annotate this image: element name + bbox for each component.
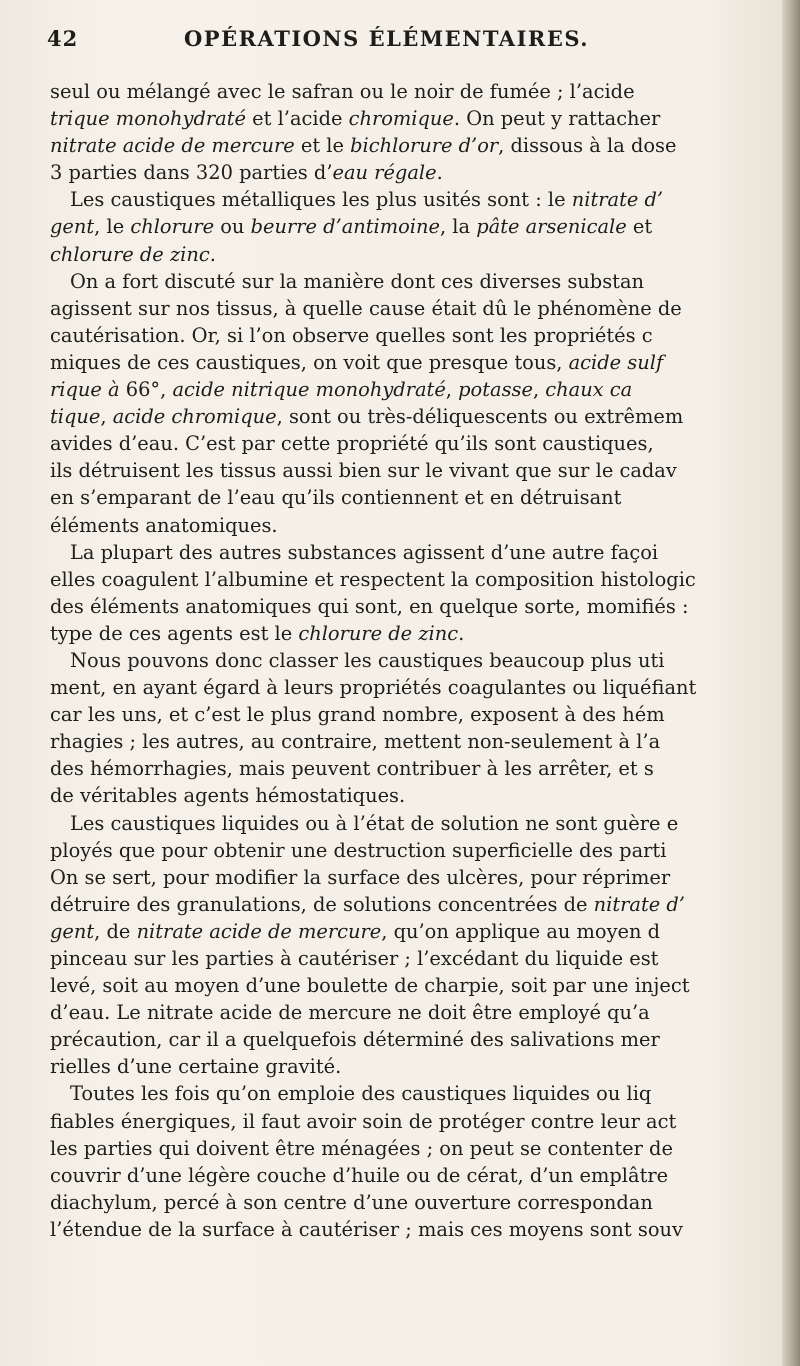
text-span: et (626, 215, 653, 239)
italic-term: gent (50, 215, 95, 239)
text-line (50, 403, 785, 430)
text-line (50, 512, 785, 539)
text-span: , dissous à la dose (498, 134, 677, 158)
text-line (50, 810, 785, 837)
text-line (50, 457, 785, 484)
text-line (50, 295, 785, 322)
text-line (50, 999, 785, 1026)
page-edge-shadow (782, 0, 800, 1366)
text-line (50, 213, 785, 240)
italic-term: rique à (50, 378, 120, 402)
italic-term: gent (50, 919, 95, 943)
text-span: La plupart des autres substances agissent d’une autre façoi (70, 540, 659, 564)
text-span: , sont ou très-déliquescents ou extrêmem (276, 405, 684, 429)
text-span: On a fort discuté sur la manière dont ces diverses substan (70, 269, 644, 293)
text-span: ment, en ayant égard à leurs propriétés coagulantes ou liquéfiant (50, 676, 697, 700)
text-span: Les caustiques liquides ou à l’état de solution ne sont guère e (70, 811, 679, 835)
text-span: de véritables agents hémostatiques. (50, 784, 406, 808)
text-line (50, 566, 785, 593)
text-span: . (436, 161, 443, 185)
italic-term: chlorure de zinc (50, 242, 210, 266)
italic-term: trique monohydraté (50, 107, 246, 131)
text-span: des éléments anatomiques qui sont, en quelque sorte, momifiés : (50, 594, 689, 618)
text-span: 3 parties dans 320 parties d’ (50, 161, 333, 185)
text-span: elles coagulent l’albumine et respectent la composition histologic (50, 567, 696, 591)
text-line (50, 1189, 785, 1216)
text-line (50, 78, 785, 105)
page-header (47, 26, 767, 58)
text-span: , le (94, 215, 131, 239)
text-line (50, 268, 785, 295)
text-span: avides d’eau. C’est par cette propriété qu’ils sont caustiques, (50, 432, 654, 456)
text-line (50, 728, 785, 755)
text-span: ployés que pour obtenir une destruction superficielle des parti (50, 838, 667, 862)
text-span: On se sert, pour modifier la surface des ulcères, pour réprimer (50, 865, 671, 889)
page-number: 42 (47, 26, 79, 51)
text-line (50, 972, 785, 999)
text-span: et l’acide (245, 107, 349, 131)
text-line (50, 701, 785, 728)
text-line (50, 186, 785, 213)
italic-term: chlorure (130, 215, 215, 239)
text-span: les parties qui doivent être ménagées ; on peut se contenter de (50, 1136, 673, 1160)
text-line (50, 484, 785, 511)
text-span: détruire des granulations, de solutions concentrées de (50, 892, 594, 916)
text-span: l’étendue de la surface à cautériser ; mais ces moyens sont souv (50, 1217, 683, 1241)
text-span: couvrir d’une légère couche d’huile ou de cérat, d’un emplâtre (50, 1163, 669, 1187)
text-line (50, 864, 785, 891)
text-line (50, 1080, 785, 1107)
text-line (50, 945, 785, 972)
text-span: , de (94, 919, 137, 943)
text-line (50, 620, 785, 647)
text-line (50, 105, 785, 132)
text-span: fiables énergiques, il faut avoir soin de protéger contre leur act (50, 1109, 677, 1133)
text-line (50, 918, 785, 945)
text-span: , (532, 378, 546, 402)
text-line (50, 782, 785, 809)
text-span: seul ou mélangé avec le safran ou le noir de fumée ; l’acide (50, 80, 635, 103)
text-span: précaution, car il a quelquefois déterminé des salivations mer (50, 1028, 660, 1052)
text-line (50, 674, 785, 701)
italic-term: chaux ca (545, 378, 633, 402)
italic-term: nitrate acide de mercure (136, 919, 382, 943)
italic-term: nitrate d’ (571, 188, 664, 212)
text-span: . (458, 621, 465, 645)
text-line (50, 891, 785, 918)
text-line (50, 1216, 785, 1243)
italic-term: chlorure de zinc (298, 621, 459, 645)
text-span: agissent sur nos tissus, à quelle cause était dû le phénomène de (50, 296, 682, 320)
text-span: des hémorrhagies, mais peuvent contribuer à les arrêter, et s (50, 757, 654, 781)
text-span: rhagies ; les autres, au contraire, mettent non-seulement à l’a (50, 730, 661, 754)
text-span: . (209, 242, 216, 266)
italic-term: nitrate d’ (593, 892, 685, 916)
text-span: levé, soit au moyen d’une boulette de charpie, soit par une inject (50, 974, 690, 998)
text-span: et le (294, 134, 351, 158)
text-line (50, 349, 785, 376)
text-span: Les caustiques métalliques les plus usités sont : le (70, 188, 572, 212)
text-span: , (445, 378, 459, 402)
text-span: ou (214, 215, 251, 239)
text-line (50, 376, 785, 403)
italic-term: acide sulf (568, 350, 664, 374)
text-span: diachylum, percé à son centre d’une ouverture correspondan (50, 1190, 653, 1214)
text-line (50, 241, 785, 268)
text-line (50, 1026, 785, 1053)
text-span: éléments anatomiques. (50, 513, 278, 537)
text-line (50, 1162, 785, 1189)
italic-term: beurre d’antimoine (250, 215, 440, 239)
italic-term: pâte arsenicale (476, 215, 627, 239)
body-text (50, 78, 785, 1243)
text-line (50, 593, 785, 620)
text-span: cautérisation. Or, si l’on observe quelles sont les propriétés c (50, 323, 653, 347)
text-span: , (100, 405, 113, 429)
text-line (50, 322, 785, 349)
text-span: ils détruisent les tissus aussi bien sur le vivant que sur le cadav (50, 459, 677, 483)
text-span: 66°, (119, 378, 173, 402)
text-span: , qu’on applique au moyen d (381, 919, 661, 943)
italic-term: acide chromique (112, 405, 277, 429)
text-line (50, 1053, 785, 1080)
text-line (50, 755, 785, 782)
italic-term: tique (50, 405, 101, 429)
italic-term: chromique (348, 107, 454, 131)
italic-term: nitrate acide de mercure (50, 134, 295, 158)
text-span: Nous pouvons donc classer les caustiques beaucoup plus uti (70, 648, 665, 672)
text-span: type de ces agents est le (50, 621, 299, 645)
text-span: pinceau sur les parties à cautériser ; l’excédant du liquide est (50, 947, 659, 970)
text-span: d’eau. Le nitrate acide de mercure ne doit être employé qu’a (50, 1001, 650, 1025)
text-span: Toutes les fois qu’on emploie des caustiques liquides ou liq (70, 1082, 652, 1106)
text-span: . On peut y rattacher (453, 107, 661, 131)
text-span: , la (439, 215, 477, 239)
text-line (50, 159, 785, 186)
running-head: OPÉRATIONS ÉLÉMENTAIRES. (184, 26, 590, 51)
text-line (50, 132, 785, 159)
text-span: miques de ces caustiques, on voit que presque tous, (50, 350, 569, 374)
italic-term: eau régale (332, 161, 437, 185)
text-line (50, 539, 785, 566)
text-line (50, 837, 785, 864)
italic-term: bichlorure d’or (350, 134, 499, 158)
text-span: car les uns, et c’est le plus grand nombre, exposent à des hém (50, 703, 665, 727)
text-line (50, 1135, 785, 1162)
text-span: en s’emparant de l’eau qu’ils contiennent et en détruisant (50, 486, 622, 510)
italic-term: acide nitrique monohydraté (172, 378, 446, 402)
text-span: rielles d’une certaine gravité. (50, 1055, 342, 1079)
text-line (50, 647, 785, 674)
italic-term: potasse (458, 378, 533, 402)
text-line (50, 430, 785, 457)
text-line (50, 1108, 785, 1135)
